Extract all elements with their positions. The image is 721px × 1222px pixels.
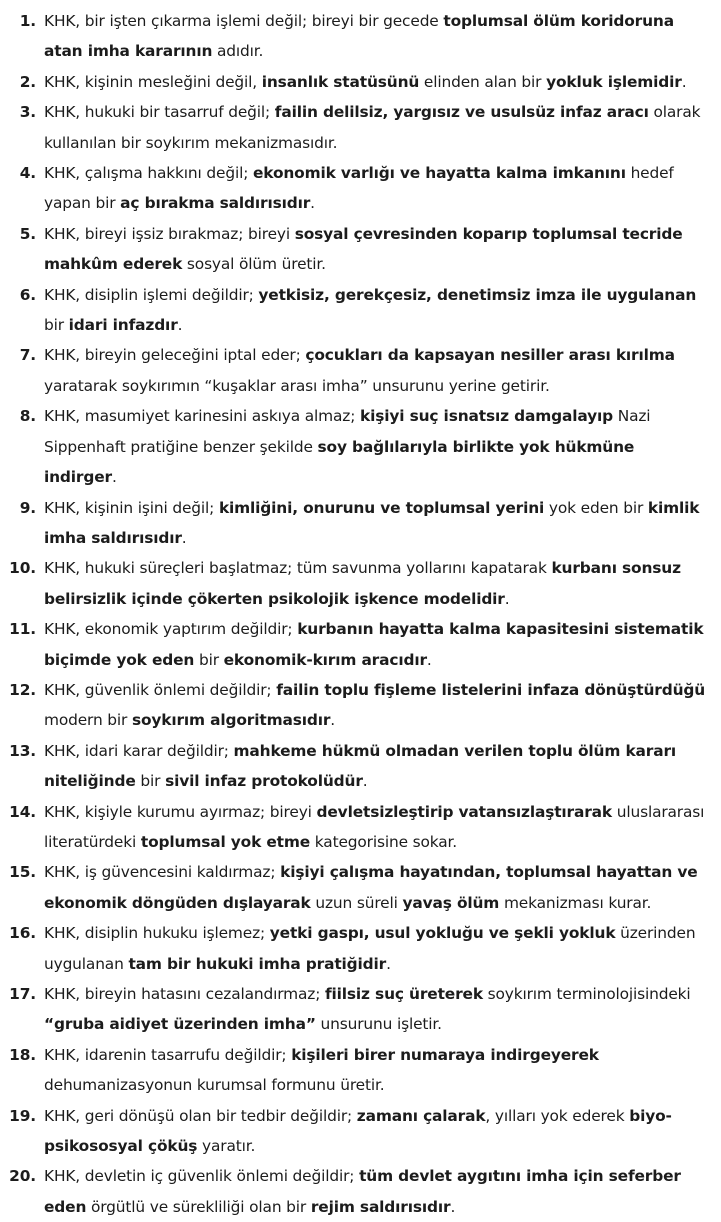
body-text: KHK, masumiyet karinesini askıya almaz; — [44, 407, 360, 426]
emphasized-text: idari infazdır — [68, 316, 178, 335]
list-item-number: 4. — [19, 164, 36, 183]
emphasized-text: sivil infaz protokolüdür — [165, 772, 363, 791]
body-text: KHK, idarenin tasarrufu değildir; — [44, 1045, 292, 1064]
list-item-number: 2. — [19, 72, 36, 91]
list-item-number: 9. — [19, 498, 36, 517]
list-item-number: 13. — [9, 741, 36, 760]
body-text: elinden alan bir — [419, 72, 547, 91]
body-text: adıdır. — [212, 42, 264, 61]
list-item-number: 14. — [9, 802, 36, 821]
emphasized-text: biyo-psikososyal çöküş — [44, 1106, 672, 1156]
list-item — [0, 614, 707, 675]
body-text: kategorisine sokar. — [310, 832, 458, 851]
list-item-number: 12. — [9, 680, 36, 699]
body-text: KHK, kişinin işini değil; — [44, 498, 219, 517]
list-item-text — [44, 857, 707, 918]
list-item-text — [44, 979, 707, 1040]
list-item-number: 5. — [19, 224, 36, 243]
body-text: . — [330, 711, 336, 730]
body-text: yaratır. — [197, 1137, 256, 1156]
body-text: . — [681, 72, 687, 91]
list-item-number: 11. — [9, 620, 36, 639]
body-text: KHK, bir işten çıkarma işlemi değil; bireyi bir gecede — [44, 12, 444, 30]
list-item-number: 18. — [9, 1045, 36, 1064]
body-text: KHK, devletin iç güvenlik önlemi değildir; — [44, 1167, 360, 1186]
emphasized-text: yetkisiz, gerekçesiz, denetimsiz imza ile uygulanan — [258, 285, 697, 304]
emphasized-text: ekonomik varlığı ve hayatta kalma imkanını — [252, 164, 626, 183]
body-text: yok eden bir — [544, 498, 648, 517]
emphasized-text: devletsizleştirip vatansızlaştırarak — [316, 802, 612, 821]
list-item — [0, 219, 707, 280]
body-text: Nazi Sippenhaft pratiğine benzer şekilde — [44, 407, 651, 456]
body-text: KHK, ekonomik yaptırım değildir; — [44, 620, 298, 639]
list-item — [0, 401, 707, 492]
emphasized-text: “gruba aidiyet üzerinden imha” — [44, 1015, 316, 1034]
emphasized-text: kimliğini, onurunu ve toplumsal yerini — [218, 498, 545, 517]
body-text: dehumanizasyonun kurumsal formunu üretir. — [44, 1076, 385, 1095]
list-item-number: 10. — [9, 559, 36, 578]
list-item-number: 15. — [9, 863, 36, 882]
body-text: . — [450, 1197, 456, 1216]
list-item — [0, 553, 707, 614]
list-item — [0, 797, 707, 858]
body-text: KHK, disiplin hukuku işlemez; — [44, 924, 270, 943]
body-text: KHK, hukuki bir tasarruf değil; — [44, 103, 275, 122]
list-item — [0, 97, 707, 158]
list-item — [0, 493, 707, 554]
emphasized-text: yetki gaspı, usul yokluğu ve şekli yokluk — [269, 924, 616, 943]
body-text: KHK, güvenlik önlemi değildir; — [44, 680, 277, 699]
list-item-text — [44, 493, 707, 554]
list-item-text — [44, 1101, 707, 1162]
emphasized-text: toplumsal yok etme — [140, 832, 311, 851]
list-item — [0, 918, 707, 979]
emphasized-text: kişiyi çalışma hayatından, toplumsal hayattan ve ekonomik döngüden dışlayarak — [44, 863, 698, 912]
body-text: KHK, bireyi işsiz bırakmaz; bireyi — [44, 224, 295, 243]
list-item-text — [44, 553, 707, 614]
list-item-text — [44, 918, 707, 979]
list-item-number: 20. — [9, 1167, 36, 1186]
body-text: unsurunu işletir. — [315, 1015, 442, 1034]
emphasized-text: yavaş ölüm — [402, 893, 500, 912]
body-text: örgütlü ve sürekliliği olan bir — [86, 1197, 311, 1216]
body-text: . — [362, 772, 368, 791]
body-text: . — [177, 316, 183, 335]
body-text: . — [181, 528, 187, 547]
body-text: soykırım terminolojisindeki — [482, 985, 691, 1003]
body-text: KHK, çalışma hakkını değil; — [44, 164, 253, 183]
body-text: KHK, kişinin mesleğini değil, — [44, 72, 262, 91]
list-item-text — [44, 340, 707, 401]
list-item — [0, 857, 707, 918]
list-item-text — [44, 1040, 707, 1101]
list-item — [0, 1101, 707, 1162]
list-item — [0, 280, 707, 341]
emphasized-text: sosyal çevresinden koparıp toplumsal tecride mahkûm ederek — [44, 224, 683, 274]
body-text: uluslararası literatürdeki — [44, 802, 705, 851]
list-item-text — [44, 280, 707, 341]
emphasized-text: toplumsal ölüm koridoruna atan imha kararının — [44, 12, 674, 61]
emphasized-text: yokluk işlemidir — [546, 72, 682, 91]
list-item — [0, 158, 707, 219]
list-item — [0, 979, 707, 1040]
list-item-number: 1. — [19, 12, 36, 30]
body-text: modern bir — [44, 711, 132, 730]
body-text: üzerinden uygulanan — [44, 924, 696, 973]
emphasized-text: kişiyi suç isnatsız damgalayıp — [360, 407, 613, 426]
list-item — [0, 1161, 707, 1222]
emphasized-text: ekonomik-kırım aracıdır — [223, 650, 427, 669]
list-item — [0, 6, 707, 67]
emphasized-text: zamanı çalarak — [356, 1106, 486, 1125]
list-item — [0, 1040, 707, 1101]
list-item-number: 7. — [19, 346, 36, 365]
body-text: bir — [194, 650, 224, 669]
emphasized-text: tüm devlet aygıtını imha için seferber eden — [44, 1167, 681, 1216]
list-item-text — [44, 6, 707, 67]
emphasized-text: fiilsiz suç üreterek — [324, 985, 483, 1003]
body-text: sosyal ölüm üretir. — [182, 255, 326, 274]
emphasized-text: kurbanı sonsuz belirsizlik içinde çökerten psikolojik işkence modelidir — [44, 559, 681, 608]
body-text: . — [310, 194, 315, 213]
list-item-text — [44, 797, 707, 858]
list-item-text — [44, 736, 707, 797]
list-item-text — [44, 219, 707, 280]
body-text: . — [504, 589, 510, 608]
body-text: . — [111, 468, 117, 487]
emphasized-text: insanlık statüsünü — [261, 72, 420, 91]
body-text: KHK, kişiyle kurumu ayırmaz; bireyi — [44, 802, 317, 821]
list-item-number: 3. — [19, 103, 36, 122]
emphasized-text: kurbanın hayatta kalma kapasitesini sistematik biçimde yok eden — [44, 620, 704, 669]
list-item-text — [44, 614, 707, 675]
list-item — [0, 736, 707, 797]
emphasized-text: kişileri birer numaraya indirgeyerek — [291, 1045, 599, 1064]
list-item-number: 6. — [19, 285, 36, 304]
emphasized-text: mahkeme hükmü olmadan verilen toplu ölüm kararı niteliğinde — [44, 741, 677, 791]
list-item-text — [44, 67, 707, 97]
emphasized-text: tam bir hukuki imha pratiğidir — [128, 954, 387, 973]
body-text: olarak kullanılan bir soykırım mekanizmasıdır. — [44, 103, 701, 152]
body-text: KHK, idari karar değildir; — [44, 741, 234, 760]
list-item-number: 17. — [9, 985, 36, 1003]
body-text: . — [426, 650, 432, 669]
emphasized-text: kimlik imha saldırısıdır — [44, 498, 700, 547]
list-item — [0, 675, 707, 736]
emphasized-text: soykırım algoritmasıdır — [131, 711, 331, 730]
body-text: hedef yapan bir — [44, 164, 674, 213]
emphasized-text: çocukları da kapsayan nesiller arası kırılma — [305, 346, 675, 365]
list-item-number: 16. — [9, 924, 36, 943]
body-text: bir — [44, 316, 69, 335]
body-text: KHK, iş güvencesini kaldırmaz; — [44, 863, 281, 882]
list-item-number: 19. — [9, 1106, 36, 1125]
body-text: uzun süreli — [310, 893, 403, 912]
list-item-number: 8. — [19, 407, 36, 426]
body-text: KHK, geri dönüşü olan bir tedbir değildir; — [44, 1106, 357, 1125]
body-text: bir — [135, 772, 166, 791]
list-item — [0, 67, 707, 97]
list-item-text — [44, 675, 707, 736]
emphasized-text: rejim saldırısıdır — [310, 1197, 451, 1216]
list-item — [0, 340, 707, 401]
body-text: KHK, bireyin hatasını cezalandırmaz; — [44, 985, 325, 1003]
list-item-text — [44, 97, 707, 158]
body-text: KHK, bireyin geleceğini iptal eder; — [44, 346, 306, 365]
emphasized-text: aç bırakma saldırısıdır — [120, 194, 311, 213]
body-text: KHK, hukuki süreçleri başlatmaz; tüm savunma yollarını kapatarak — [44, 559, 552, 578]
list-item-text — [44, 401, 707, 492]
body-text: , yılları yok ederek — [485, 1106, 630, 1125]
body-text: yaratarak soykırımın “kuşaklar arası imha” unsurunu yerine getirir. — [44, 376, 550, 395]
emphasized-text: failin delilsiz, yargısız ve usulsüz infaz aracı — [274, 103, 649, 122]
list-item-text — [44, 158, 707, 219]
list-item-text — [44, 1161, 707, 1222]
body-text: mekanizması kurar. — [499, 893, 652, 912]
emphasized-text: soy bağlılarıyla birlikte yok hükmüne indirger — [44, 437, 635, 487]
body-text: . — [386, 954, 391, 973]
body-text: KHK, disiplin işlemi değildir; — [44, 285, 259, 304]
emphasized-text: failin toplu fişleme listelerini infaza dönüştürdüğü — [276, 680, 706, 699]
